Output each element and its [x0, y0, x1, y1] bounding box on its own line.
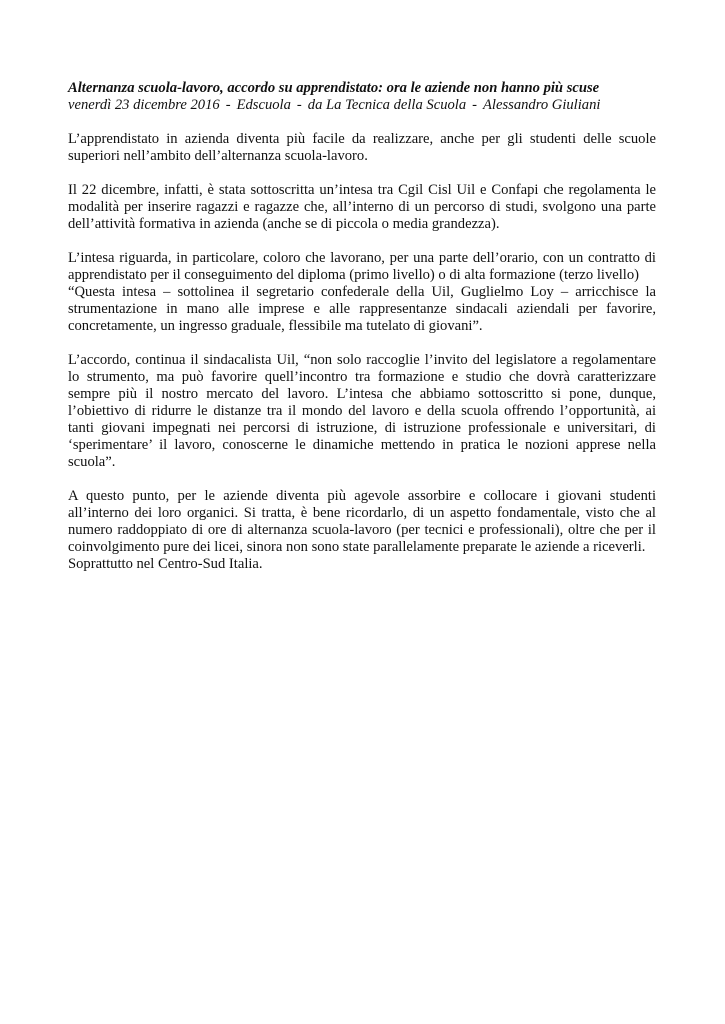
byline-separator: -	[472, 97, 478, 113]
text-line: sempre più il nostro mercato del lavoro. L’intesa che abbiamo sottoscritto si pone, dunque,	[68, 386, 656, 402]
article-headline: Alternanza scuola-lavoro, accordo su apprendistato: ora le aziende non hanno più scuse	[68, 80, 600, 96]
text-line: coinvolgimento pure dei licei, sinora non sono state parallelamente preparate le aziende a riceverli.	[68, 539, 646, 555]
paragraph-5	[68, 488, 656, 573]
byline-author: Alessandro Giuliani	[483, 97, 601, 113]
text-line: L’intesa riguarda, in particolare, coloro che lavorano, per una parte dell’orario, con un contratto di	[68, 250, 656, 266]
text-line: modalità per inserire ragazzi e ragazze che, all’interno di un percorso di studi, svolgono una parte	[68, 199, 656, 215]
text-line: numero raddoppiato di ore di alternanza scuola-lavoro (per tecnici e professionali), oltre che per il	[68, 522, 656, 538]
text-line: concretamente, un ingresso graduale, flessibile ma tutelato di giovani”.	[68, 318, 483, 334]
text-line: ‘sperimentare’ il lavoro, conoscerne le dinamiche mettendo in pratica le nozioni apprese nella	[68, 437, 656, 453]
byline-separator: -	[296, 97, 302, 113]
text-line: l’obiettivo di ridurre le distanze tra il mondo del lavoro e della scuola offrendo l’opportunità, ai	[68, 403, 656, 419]
text-line: lo strumento, ma può favorire quell’incontro tra formazione e studio che dovrà caratterizzare	[68, 369, 656, 385]
text-line: dell’attività formativa in azienda (anche se di piccola o media grandezza).	[68, 216, 500, 232]
paragraph-3	[68, 250, 656, 335]
text-line: superiori nell’ambito dell’alternanza scuola-lavoro.	[68, 148, 368, 164]
paragraph-4	[68, 352, 656, 471]
byline-date: venerdì 23 dicembre 2016	[68, 97, 220, 113]
paragraph-2	[68, 182, 656, 233]
text-line: A questo punto, per le aziende diventa più agevole assorbire e collocare i giovani studenti	[68, 488, 656, 504]
text-line: scuola”.	[68, 454, 116, 470]
text-line: all’interno dei loro organici. Si tratta, è bene ricordarlo, di un aspetto fondamentale, visto che al	[68, 505, 656, 521]
text-line: Il 22 dicembre, infatti, è stata sottoscritta un’intesa tra Cgil Cisl Uil e Confapi che regolamenta le	[68, 182, 656, 198]
text-line: Soprattutto nel Centro-Sud Italia.	[68, 556, 263, 572]
text-line: L’accordo, continua il sindacalista Uil, “non solo raccoglie l’invito del legislatore a regolamentare	[68, 352, 656, 368]
text-line: L’apprendistato in azienda diventa più facile da realizzare, anche per gli studenti delle scuole	[68, 131, 656, 147]
paragraph-1	[68, 131, 656, 165]
document-page	[68, 80, 656, 590]
byline-source: da La Tecnica della Scuola	[307, 97, 467, 113]
text-line: strumentazione in mano alle imprese e alle rappresentanze sindacali aziendali per favorire,	[68, 301, 656, 317]
byline-separator: -	[225, 97, 231, 113]
text-line: tanti giovani impegnati nei percorsi di istruzione, di istruzione professionale e universitari, di	[68, 420, 656, 436]
article-byline	[68, 97, 656, 114]
byline-site: Edscuola	[236, 97, 291, 113]
text-line: apprendistato per il conseguimento del diploma (primo livello) o di alta formazione (terzo livello)	[68, 267, 640, 283]
text-line: “Questa intesa – sottolinea il segretario confederale della Uil, Guglielmo Loy – arricchisce la	[68, 284, 656, 300]
